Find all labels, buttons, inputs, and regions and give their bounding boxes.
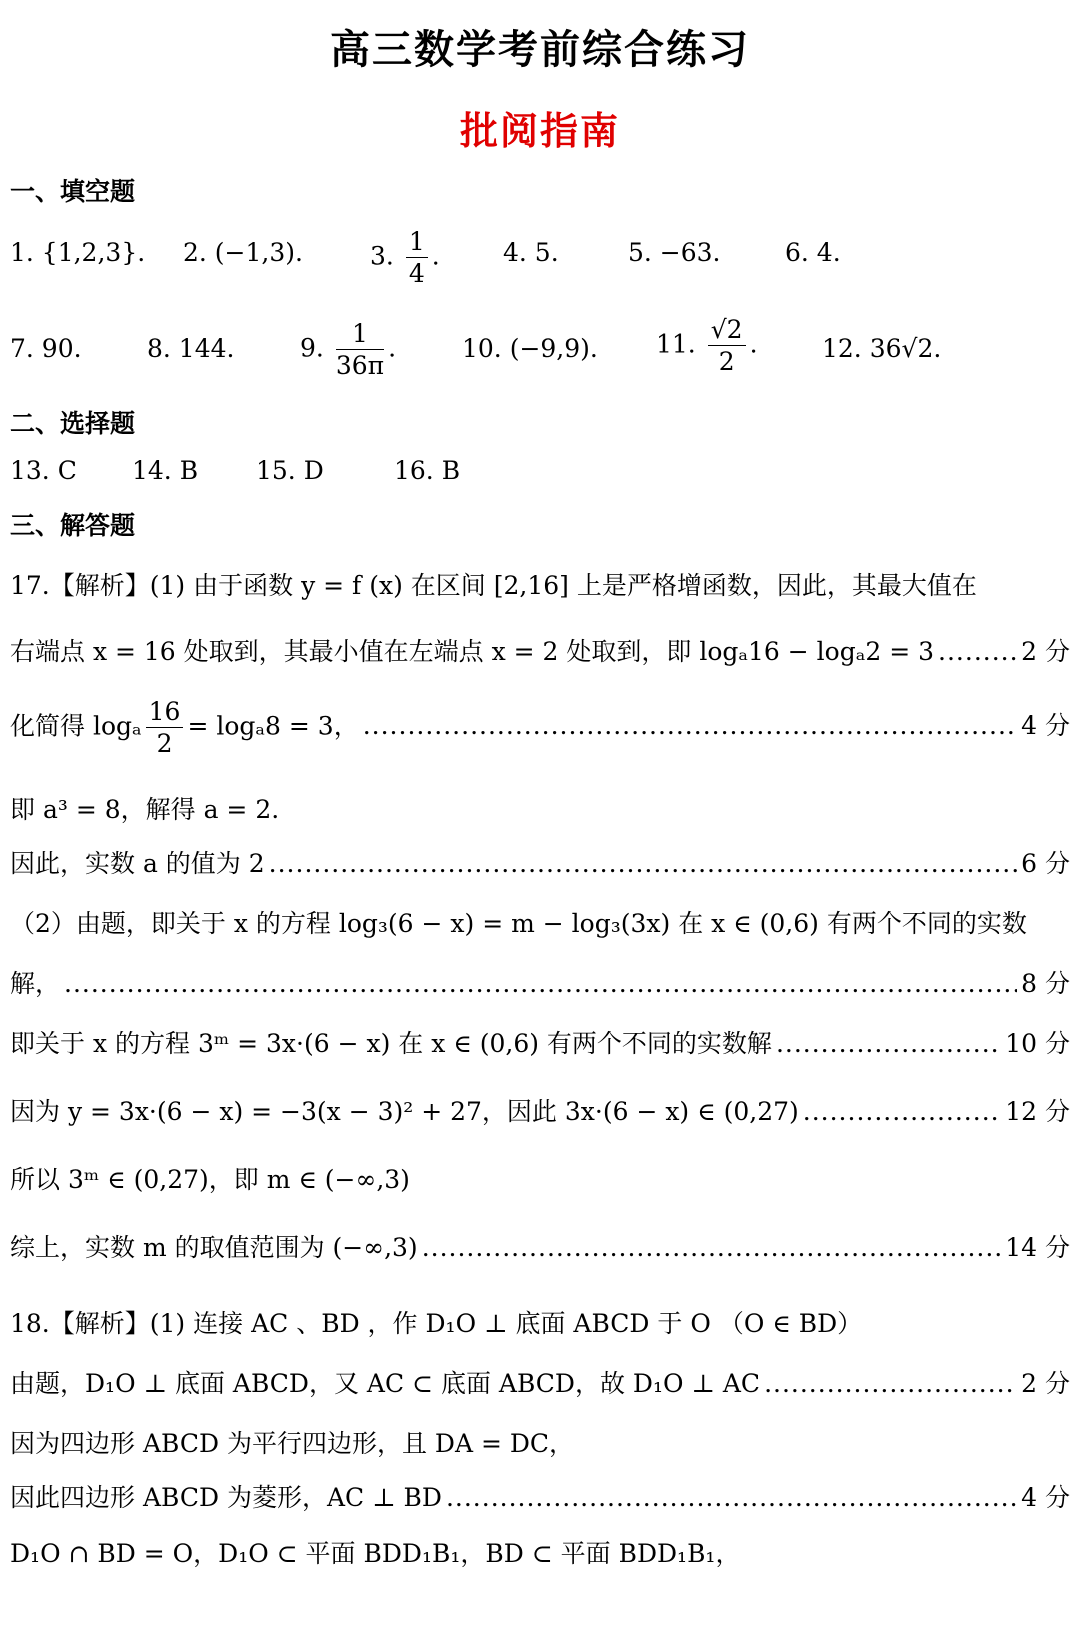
leader-dots [938, 637, 1017, 666]
q17-line-5-text: 因此，实数 a 的值为 2 [10, 849, 265, 878]
q17-line-3-text [10, 696, 359, 760]
answer-9-fraction [336, 318, 384, 382]
q18-line-2 [10, 1364, 1070, 1400]
q17-line-8 [10, 1024, 1070, 1060]
q18-line-5: D₁O ∩ BD = O，D₁O ⊂ 平面 BDD₁B₁，BD ⊂ 平面 BDD₁B₁， [10, 1539, 741, 1568]
answer-6: 6. 4. [785, 238, 841, 267]
leader-dots [422, 1233, 1002, 1262]
q17-line-7-text: 解， [10, 969, 61, 998]
fraction-denominator: 2 [718, 347, 735, 377]
score-marker: 2 分 [1021, 637, 1070, 666]
answer-8: 8. 144. [147, 334, 235, 363]
fraction-denominator: 36π [335, 351, 385, 381]
q17-line-3 [10, 696, 1070, 760]
q17-line-2-text: 右端点 x = 16 处取到，其最小值在左端点 x = 2 处取到，即 logₐ16 − logₐ2 = 3 [10, 637, 935, 666]
section-multiple-choice: 二、选择题 [10, 409, 136, 438]
q17-line-3-end: = logₐ8 = 3， [187, 711, 359, 741]
fraction-numerator: 1 [406, 226, 428, 258]
score-marker: 14 分 [1005, 1233, 1070, 1262]
fraction-denominator: 2 [156, 729, 173, 759]
answer-11: 11. $\frac{√2}{2}$ . [656, 315, 758, 377]
leader-dots [446, 1483, 1017, 1512]
score-marker: 10 分 [1005, 1029, 1070, 1058]
fraction-denominator: 4 [408, 259, 425, 289]
q17-line-5 [10, 844, 1070, 880]
answer-11-label: 11. [656, 329, 696, 359]
q17-line-10: 所以 3ᵐ ∈ (0,27)，即 m ∈ (−∞,3) [10, 1165, 410, 1194]
score-marker: 2 分 [1021, 1369, 1070, 1398]
leader-dots [764, 1369, 1017, 1398]
answer-3: 3. $\frac{1}{4}$ . [370, 227, 440, 289]
q17-line-3-start: 化简得 logₐ [10, 711, 142, 741]
q17-fraction [146, 696, 184, 760]
answer-3-label: 3. [370, 241, 394, 271]
q18-line-4 [10, 1478, 1070, 1514]
score-marker: 8 分 [1021, 969, 1070, 998]
q17-line-1: 17.【解析】(1) 由于函数 y = f (x) 在区间 [2,16] 上是严格增函数，因此，其最大值在 [10, 571, 977, 600]
score-marker: 6 分 [1021, 849, 1070, 878]
answer-9: 9. $\frac{1}{36\pi}$ . [300, 319, 397, 381]
answer-10: 10. (−9,9). [462, 334, 598, 363]
leader-dots [269, 849, 1017, 878]
q18-line-1: 18.【解析】(1) 连接 AC 、BD ，作 D₁O ⊥ 底面 ABCD 于 O （O ∈ BD） [10, 1309, 863, 1338]
q17-line-7 [10, 964, 1070, 1000]
fraction-numerator: 16 [146, 696, 184, 728]
score-marker: 4 分 [1021, 711, 1070, 741]
q17-line-11-text: 综上，实数 m 的取值范围为 (−∞,3) [10, 1233, 418, 1262]
choice-13: 13. C [10, 456, 77, 485]
leader-dots [803, 1097, 1001, 1126]
answer-4: 4. 5. [503, 238, 559, 267]
answer-1: 1. {1,2,3}. [10, 238, 146, 267]
score-marker: 12 分 [1005, 1097, 1070, 1126]
answer-12: 12. 36√2. [822, 334, 942, 363]
answer-7: 7. 90. [10, 334, 82, 363]
q18-line-2-text: 由题，D₁O ⊥ 底面 ABCD，又 AC ⊂ 底面 ABCD，故 D₁O ⊥ AC [10, 1369, 761, 1398]
leader-dots [776, 1029, 1001, 1058]
document-subtitle: 批阅指南 [459, 109, 620, 153]
q18-line-4-text: 因此四边形 ABCD 为菱形，AC ⊥ BD [10, 1483, 442, 1512]
leader-dots [64, 969, 1017, 998]
answer-2: 2. (−1,3). [183, 238, 303, 267]
q18-line-3: 因为四边形 ABCD 为平行四边形，且 DA = DC， [10, 1429, 575, 1458]
fraction-numerator: √2 [708, 314, 746, 346]
answer-11-fraction [708, 314, 746, 378]
q17-line-6: （2）由题，即关于 x 的方程 log₃(6 − x) = m − log₃(3x) 在 x ∈ (0,6) 有两个不同的实数 [10, 909, 1027, 938]
document-title: 高三数学考前综合练习 [330, 27, 750, 73]
answer-3-fraction [406, 226, 428, 290]
section-solutions: 三、解答题 [10, 511, 136, 540]
q17-line-9 [10, 1092, 1070, 1128]
choice-14: 14. B [132, 456, 199, 485]
section-fill-in: 一、填空题 [10, 177, 136, 206]
q17-line-9-text: 因为 y = 3x·(6 − x) = −3(x − 3)² + 27，因此 3x·(6 − x) ∈ (0,27) [10, 1097, 799, 1126]
fraction-numerator: 1 [336, 318, 384, 350]
score-marker: 4 分 [1021, 1483, 1070, 1512]
choice-16: 16. B [394, 456, 461, 485]
q17-line-11 [10, 1228, 1070, 1264]
q17-line-4: 即 a³ = 8，解得 a = 2. [10, 795, 280, 824]
answer-5: 5. −63. [628, 238, 721, 267]
q17-line-2 [10, 632, 1070, 668]
choice-15: 15. D [256, 456, 324, 485]
answer-9-label: 9. [300, 333, 324, 363]
q17-line-8-text: 即关于 x 的方程 3ᵐ = 3x·(6 − x) 在 x ∈ (0,6) 有两个不同的实数解 [10, 1029, 772, 1058]
leader-dots [363, 711, 1017, 740]
